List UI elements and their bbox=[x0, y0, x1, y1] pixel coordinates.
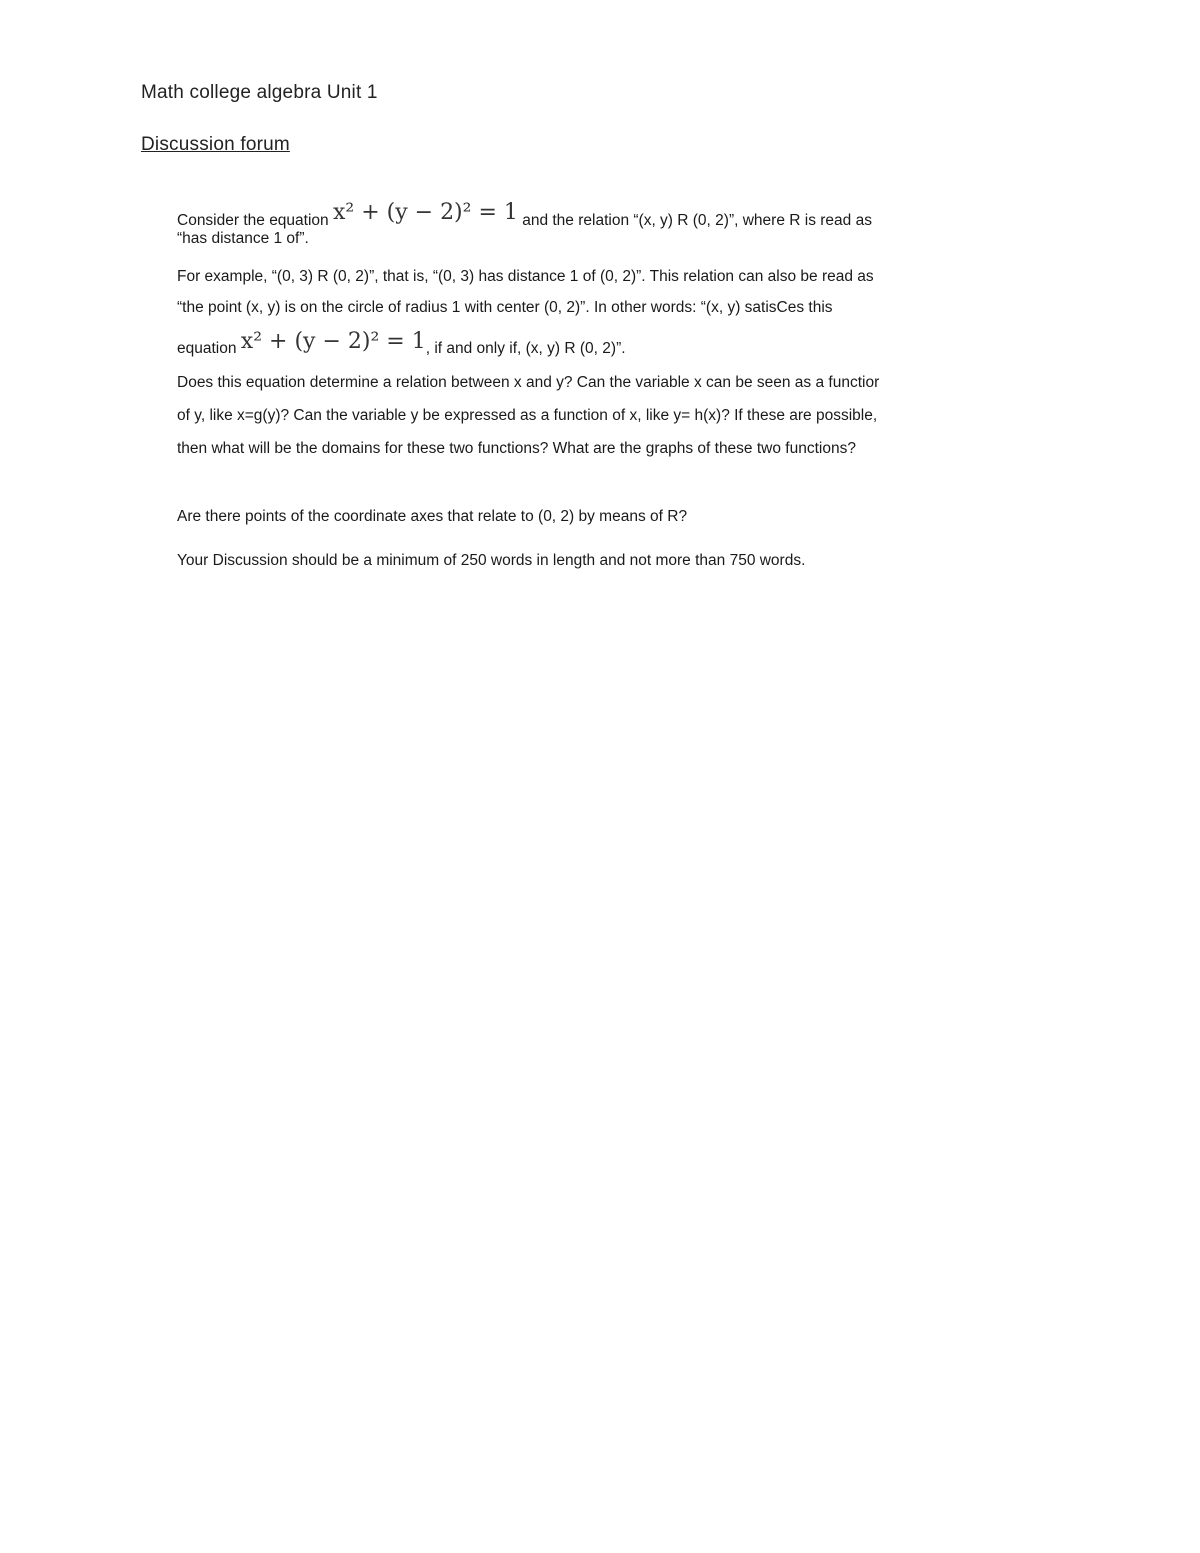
questions-line-2: of y, like x=g(y)? Can the variable y be expressed as a function of x, like y= h(x)? If these are possible, bbox=[177, 407, 878, 424]
example-line-2: “the point (x, y) is on the circle of radius 1 with center (0, 2)”. In other words: “(x, y) satisCes this bbox=[177, 299, 833, 316]
example-line-1: For example, “(0, 3) R (0, 2)”, that is, “(0, 3) has distance 1 of (0, 2)”. This relation can also be read as bbox=[177, 268, 874, 285]
example-line-3 bbox=[177, 329, 626, 359]
intro-line-1 bbox=[177, 200, 872, 231]
intro-text-after-equation: and the relation “(x, y) R (0, 2)”, where R is read as bbox=[522, 212, 872, 229]
example-text-after-equation: , if and only if, (x, y) R (0, 2)”. bbox=[425, 340, 626, 357]
questions-line-3: then what will be the domains for these two functions? What are the graphs of these two functions? bbox=[177, 440, 856, 457]
example-text-before-equation: equation bbox=[177, 340, 237, 357]
word-limit-line: Your Discussion should be a minimum of 250 words in length and not more than 750 words. bbox=[177, 552, 806, 569]
questions-line-1: Does this equation determine a relation between x and y? Can the variable x can be seen as a functior bbox=[177, 374, 880, 391]
intro-text-before-equation: Consider the equation bbox=[177, 212, 329, 229]
document-title: Math college algebra Unit 1 bbox=[141, 82, 378, 103]
equation-inline-2: x² + (y − 2)² = 1 bbox=[240, 329, 426, 354]
intro-line-2: “has distance 1 of”. bbox=[177, 230, 309, 247]
axes-question-line: Are there points of the coordinate axes that relate to (0, 2) by means of R? bbox=[177, 508, 688, 525]
document-subtitle: Discussion forum bbox=[141, 134, 290, 155]
equation-inline-1: x² + (y − 2)² = 1 bbox=[332, 200, 518, 225]
